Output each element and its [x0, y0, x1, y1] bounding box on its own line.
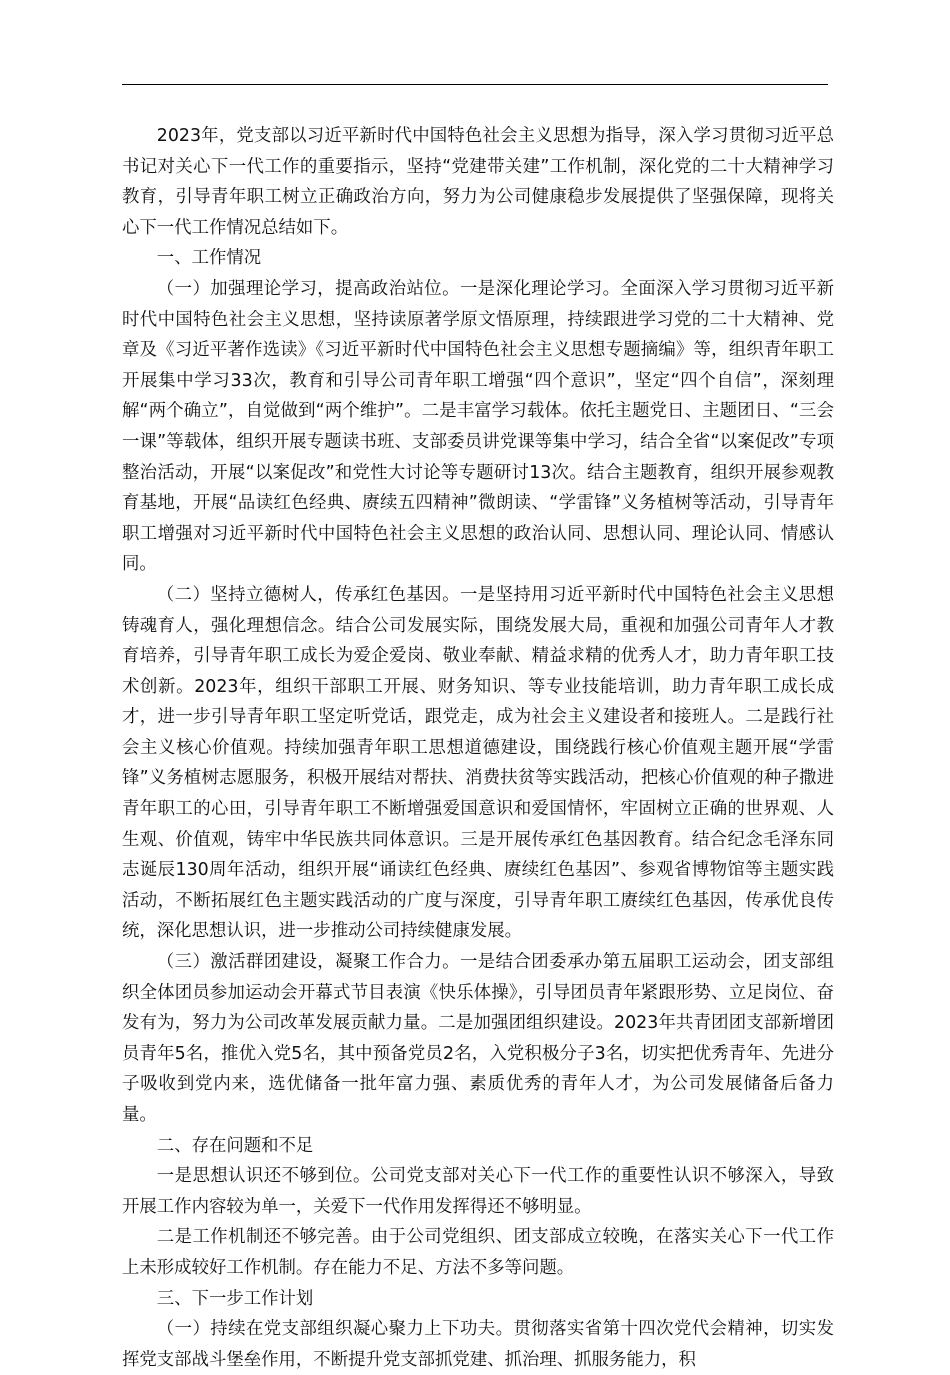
header-rule — [122, 84, 828, 85]
subsection-paragraph-group-building: （三）激活群团建设，凝聚工作合力。一是结合团委承办第五届职工运动会，团支部组织全体团员参加运动会开幕式节目表演《快乐体操》，引导团员青年紧跟形势、立足岗位、奋发有为，努力为公司改革发展贡献力量。二是加强团组织建设。2023年共青团团支部新增团员青年5名，推优入党5名，其中预备党员2名，入党积极分子3名，切实把优秀青年、先进分子吸收到党内来，选优储备一批年富力强、素质优秀的青年人才，为公司发展储备后备力量。 — [122, 952, 834, 1125]
problem-paragraph-mechanism: 二是工作机制还不够完善。由于公司党组织、团支部成立较晚，在落实关心下一代工作上未形成较好工作机制。存在能力不足、方法不多等问题。 — [122, 1227, 834, 1278]
section-heading-problems: 二、存在问题和不足 — [156, 1135, 314, 1156]
document-body — [122, 121, 834, 1375]
intro-paragraph: 2023年，党支部以习近平新时代中国特色社会主义思想为指导，深入学习贯彻习近平总书记对关心下一代工作的重要指示，坚持“党建带关建”工作机制，深化党的二十大精神学习教育，引导青年职工树立正确政治方向，努力为公司健康稳步发展提供了坚强保障，现将关心下一代工作情况总结如下。 — [122, 126, 834, 238]
subsection-paragraph-theory-study: （一）加强理论学习，提高政治站位。一是深化理论学习。全面深入学习贯彻习近平新时代中国特色社会主义思想，坚持读原著学原文悟原理，持续跟进学习党的二十大精神、党章及《习近平著作选读》《习近平新时代中国特色社会主义思想专题摘编》等，组织青年职工开展集中学习33次，教育和引导公司青年职工增强“四个意识”，坚定“四个自信”，深刻理解“两个确立”，自觉做到“两个维护”。二是丰富学习载体。依托主题党日、主题团日、“三会一课”等载体，组织开展专题读书班、支部委员讲党课等集中学习，结合全省“以案促改”专项整治活动，开展“以案促改”和党性大讨论等专题研讨13次。结合主题教育，组织开展参观教育基地，开展“品读红色经典、赓续五四精神”微朗读、“学雷锋”义务植树等活动，引导青年职工增强对习近平新时代中国特色社会主义思想的政治认同、思想认同、理论认同、情感认同。 — [122, 278, 834, 575]
subsection-paragraph-moral-education: （二）坚持立德树人，传承红色基因。一是坚持用习近平新时代中国特色社会主义思想铸魂育人，强化理想信念。结合公司发展实际，围绕发展大局，重视和加强公司青年人才教育培养，引导青年职工成长为爱企爱岗、敬业奉献、精益求精的优秀人才，助力青年职工技术创新。2023年，组织干部职工开展、财务知识、等专业技能培训，助力青年职工成长成才，进一步引导青年职工坚定听党话，跟党走，成为社会主义建设者和接班人。二是践行社会主义核心价值观。持续加强青年职工思想道德建设，围绕践行核心价值观主题开展“学雷锋”义务植树志愿服务，积极开展结对帮扶、消费扶贫等实践活动，把核心价值观的种子撒进青年职工的心田，引导青年职工不断增强爱国意识和爱国情怀，牢固树立正确的世界观、人生观、价值观，铸牢中华民族共同体意识。三是开展传承红色基因教育。结合纪念毛泽东同志诞辰130周年活动，组织开展“诵读红色经典、赓续红色基因”、参观省博物馆等主题实践活动，不断拓展红色主题实践活动的广度与深度，引导青年职工赓续红色基因，传承优良传统，深化思想认识，进一步推动公司持续健康发展。 — [122, 584, 834, 942]
section-heading-work-status: 一、工作情况 — [156, 248, 262, 269]
problem-paragraph-awareness: 一是思想认识还不够到位。公司党支部对关心下一代工作的重要性认识不够深入，导致开展工作内容较为单一，关爱下一代作用发挥得还不够明显。 — [122, 1166, 834, 1217]
plan-paragraph-party-branch: （一）持续在党支部组织凝心聚力上下功夫。贯彻落实省第十四次党代会精神，切实发挥党支部战斗堡垒作用，不断提升党支部抓党建、抓治理、抓服务能力，积 — [122, 1319, 834, 1370]
section-heading-next-steps: 三、下一步工作计划 — [156, 1288, 314, 1309]
